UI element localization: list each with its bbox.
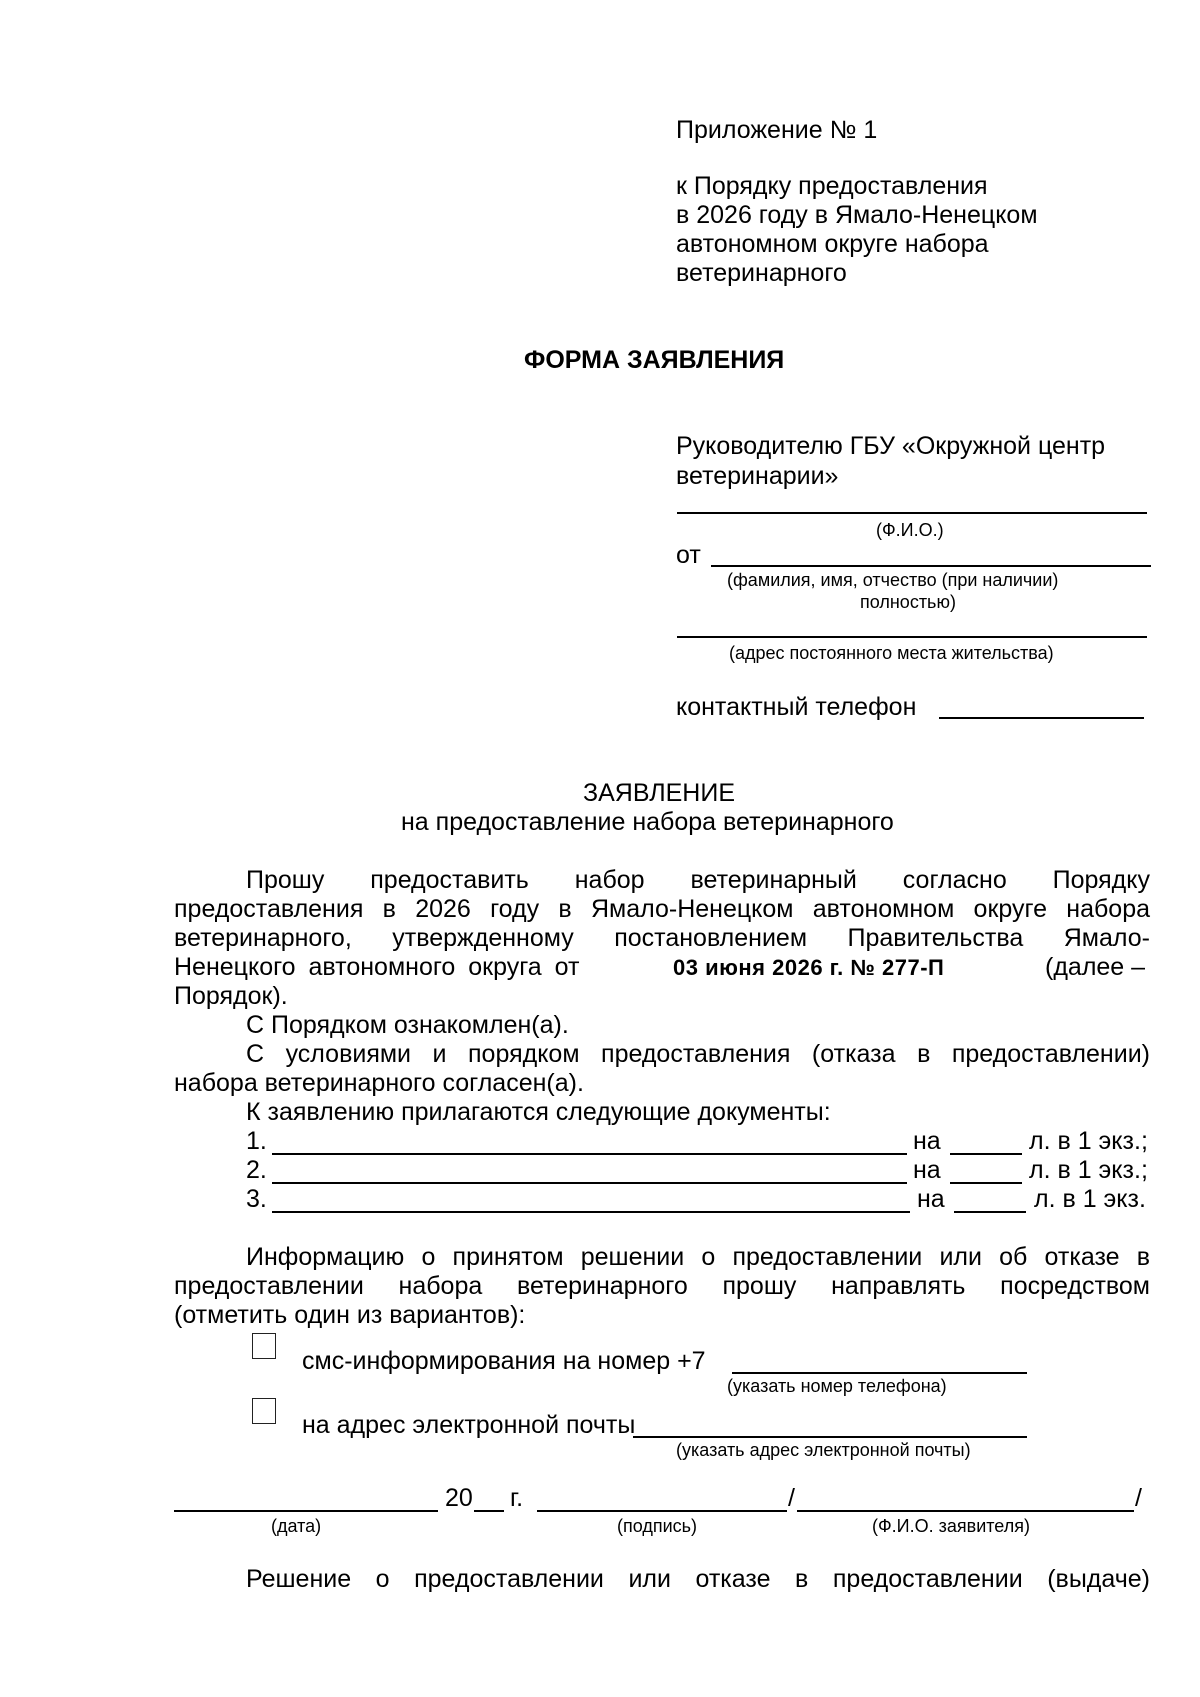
document-1-on: на xyxy=(913,1127,941,1155)
decision-line-1: Решение о предоставлении или отказе в предоставлении (выдаче) xyxy=(246,1565,1150,1593)
paragraph-2: С Порядком ознакомлен(а). xyxy=(246,1011,569,1039)
paragraph-1-line-2: предоставления в 2026 году в Ямало-Ненецком автономном округе набора xyxy=(174,895,1150,923)
applicant-caption-1: (фамилия, имя, отчество (при наличии) xyxy=(727,570,1059,590)
fio-caption: (Ф.И.О.) xyxy=(876,520,944,540)
appendix-line-2: в 2026 году в Ямало-Ненецком xyxy=(676,201,1038,229)
sms-caption: (указать номер телефона) xyxy=(727,1376,947,1396)
paragraph-1-line-5: Порядок). xyxy=(174,982,288,1010)
signature-slash-1: / xyxy=(788,1484,795,1512)
document-1-tail: л. в 1 экз.; xyxy=(1029,1127,1148,1155)
sms-label: смс-информирования на номер +7 xyxy=(302,1347,706,1375)
year-prefix: 20 xyxy=(445,1484,473,1512)
appendix-line-1: к Порядку предоставления xyxy=(676,172,988,200)
document-2-tail: л. в 1 экз.; xyxy=(1029,1156,1148,1184)
document-2-on: на xyxy=(913,1156,941,1184)
document-3-number: 3. xyxy=(246,1185,267,1213)
document-1-pages-line[interactable] xyxy=(950,1153,1022,1155)
email-checkbox[interactable] xyxy=(252,1398,276,1424)
year-suffix: г. xyxy=(510,1484,524,1512)
signature-slash-2: / xyxy=(1135,1484,1142,1512)
addressee-line-2: ветеринарии» xyxy=(676,462,839,490)
paragraph-1-line-4-start: Ненецкого автономного округа от xyxy=(174,953,580,981)
email-address-line[interactable] xyxy=(633,1436,1027,1438)
applicant-caption-2: полностью) xyxy=(860,592,956,612)
document-2-line[interactable] xyxy=(272,1182,907,1184)
document-3-tail: л. в 1 экз. xyxy=(1034,1185,1146,1213)
applicant-fio-caption: (Ф.И.О. заявителя) xyxy=(872,1516,1030,1536)
notify-line-3: (отметить один из вариантов): xyxy=(174,1301,526,1329)
paragraph-1-line-4-end: (далее – xyxy=(1045,953,1146,981)
sms-checkbox[interactable] xyxy=(252,1333,276,1359)
form-title: ФОРМА ЗАЯВЛЕНИЯ xyxy=(524,346,785,374)
sms-phone-line[interactable] xyxy=(732,1372,1027,1374)
date-caption: (дата) xyxy=(271,1516,322,1536)
document-1-line[interactable] xyxy=(272,1153,907,1155)
phone-label: контактный телефон xyxy=(676,693,917,721)
appendix-line-4: ветеринарного xyxy=(676,259,847,287)
date-line[interactable] xyxy=(174,1510,438,1512)
from-label: от xyxy=(676,541,701,569)
notify-line-2: предоставлении набора ветеринарного прошу направлять посредством xyxy=(174,1272,1150,1300)
document-3-on: на xyxy=(917,1185,945,1213)
applicant-name-line[interactable] xyxy=(711,565,1151,567)
email-label: на адрес электронной почты xyxy=(302,1411,636,1439)
document-3-line[interactable] xyxy=(272,1211,910,1213)
applicant-fio-line[interactable] xyxy=(797,1510,1134,1512)
appendix-number: Приложение № 1 xyxy=(676,116,878,144)
paragraph-1-line-1: Прошу предоставить набор ветеринарный согласно Порядку xyxy=(246,866,1150,894)
email-caption: (указать адрес электронной почты) xyxy=(676,1440,971,1460)
document-3-pages-line[interactable] xyxy=(954,1211,1026,1213)
appendix-line-3: автономном округе набора xyxy=(676,230,989,258)
paragraph-1-line-3: ветеринарного, утвержденному постановлением Правительства Ямало- xyxy=(174,924,1150,952)
document-2-number: 2. xyxy=(246,1156,267,1184)
notify-line-1: Информацию о принятом решении о предоставлении или об отказе в xyxy=(246,1243,1150,1271)
document-1-number: 1. xyxy=(246,1127,267,1155)
signature-line[interactable] xyxy=(537,1510,787,1512)
paragraph-4: К заявлению прилагаются следующие документы: xyxy=(246,1098,831,1126)
addressee-line-1: Руководителю ГБУ «Окружной центр xyxy=(676,432,1106,460)
paragraph-3-line-2: набора ветеринарного согласен(а). xyxy=(174,1069,584,1097)
address-caption: (адрес постоянного места жительства) xyxy=(729,643,1054,663)
statement-title: ЗАЯВЛЕНИЕ xyxy=(583,779,736,807)
year-line[interactable] xyxy=(474,1510,504,1512)
phone-line[interactable] xyxy=(939,717,1144,719)
fio-line[interactable] xyxy=(677,512,1147,514)
decree-date-stamp: 03 июня 2026 г. № 277-П xyxy=(673,955,945,980)
paragraph-3-line-1: С условиями и порядком предоставления (отказа в предоставлении) xyxy=(246,1040,1150,1068)
address-line[interactable] xyxy=(677,636,1147,638)
document-2-pages-line[interactable] xyxy=(950,1182,1022,1184)
statement-subtitle: на предоставление набора ветеринарного xyxy=(401,808,894,836)
sign-caption: (подпись) xyxy=(617,1516,698,1536)
